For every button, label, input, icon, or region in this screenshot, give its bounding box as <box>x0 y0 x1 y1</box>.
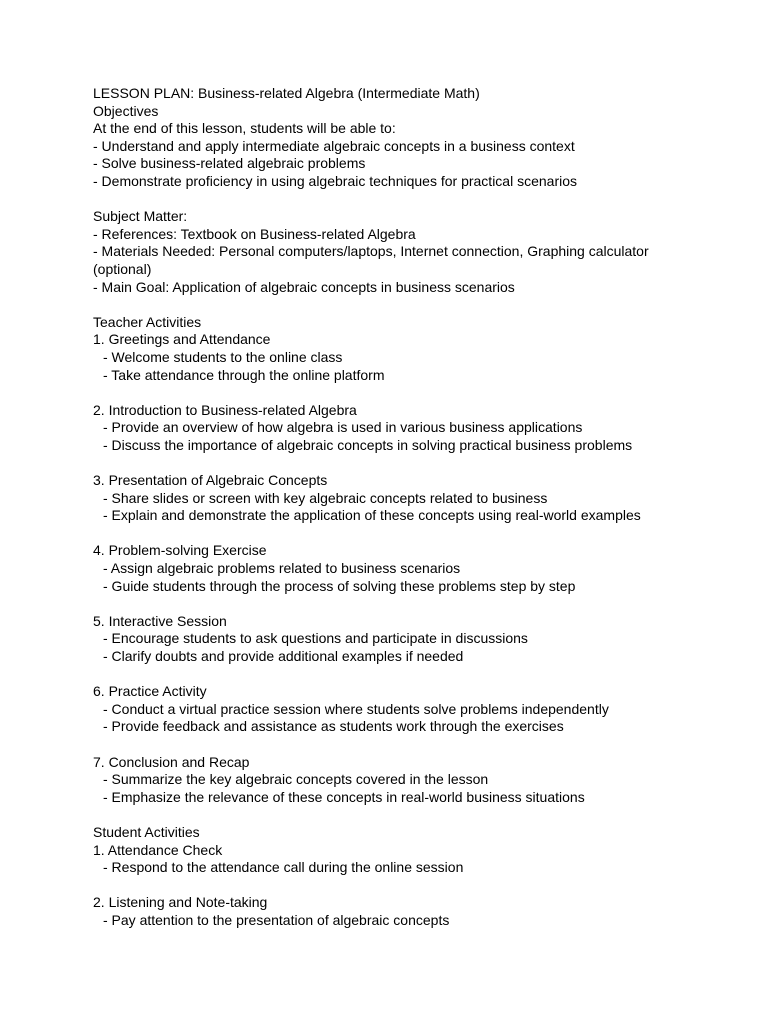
teacher-section-item: - Welcome students to the online class <box>103 348 343 365</box>
student-section-item: - Respond to the attendance call during the online session <box>103 859 464 876</box>
objective-item: - Demonstrate proficiency in using algebraic techniques for practical scenarios <box>93 172 578 189</box>
objective-item: - Understand and apply intermediate algebraic concepts in a business context <box>93 137 575 154</box>
spacer <box>93 296 693 314</box>
teacher-section-title: 5. Interactive Session <box>93 612 227 629</box>
teacher-section-title: 2. Introduction to Business-related Algebra <box>93 401 357 418</box>
teacher-section-title: 7. Conclusion and Recap <box>93 753 250 770</box>
teacher-section-item: - Discuss the importance of algebraic concepts in solving practical business problems <box>103 436 633 453</box>
document-title: LESSON PLAN: Business-related Algebra (Intermediate Math) <box>93 85 480 101</box>
objective-item: - Solve business-related algebraic problems <box>93 155 366 172</box>
teacher-section-title: 1. Greetings and Attendance <box>93 331 271 348</box>
subject-matter-heading: Subject Matter: <box>93 208 188 225</box>
teacher-section-item: - Clarify doubts and provide additional examples if needed <box>103 648 464 664</box>
teacher-section-item: - Encourage students to ask questions and participate in discussions <box>103 630 528 647</box>
student-section-title: 2. Listening and Note-taking <box>93 894 268 911</box>
teacher-activities-heading: Teacher Activities <box>93 313 202 330</box>
student-section-title: 1. Attendance Check <box>93 841 223 858</box>
document-page <box>93 85 693 930</box>
spacer <box>93 666 693 684</box>
spacer <box>93 384 693 402</box>
teacher-section-item: - Assign algebraic problems related to business scenarios <box>103 560 461 577</box>
objectives-intro: At the end of this lesson, students will be able to: <box>93 120 396 137</box>
teacher-section-title: 6. Practice Activity <box>93 683 207 700</box>
student-section-item: - Pay attention to the presentation of algebraic concepts <box>103 911 450 928</box>
teacher-section-item: - Conduct a virtual practice session where students solve problems independently <box>103 700 609 717</box>
teacher-section-item: - Take attendance through the online platform <box>103 366 385 383</box>
teacher-section-item: - Explain and demonstrate the application of these concepts using real-world examples <box>103 507 641 524</box>
spacer <box>93 877 693 895</box>
spacer <box>93 525 693 543</box>
subject-matter-references: - References: Textbook on Business-related Algebra <box>93 225 416 242</box>
teacher-section-item: - Provide feedback and assistance as students work through the exercises <box>103 718 564 735</box>
spacer <box>93 595 693 613</box>
teacher-section-title: 3. Presentation of Algebraic Concepts <box>93 472 328 489</box>
teacher-section-item: - Provide an overview of how algebra is used in various business applications <box>103 419 583 436</box>
subject-matter-materials: - Materials Needed: Personal computers/laptops, Internet connection, Graphing calculator <box>93 243 649 260</box>
spacer <box>93 191 693 209</box>
objectives-heading: Objectives <box>93 102 159 119</box>
teacher-section-title: 4. Problem-solving Exercise <box>93 542 267 559</box>
spacer <box>93 454 693 472</box>
student-activities-heading: Student Activities <box>93 823 200 840</box>
spacer <box>93 806 693 824</box>
teacher-section-item: - Share slides or screen with key algebraic concepts related to business <box>103 489 548 506</box>
subject-matter-main-goal: - Main Goal: Application of algebraic concepts in business scenarios <box>93 278 515 295</box>
spacer <box>93 736 693 754</box>
teacher-section-item: - Guide students through the process of solving these problems step by step <box>103 577 576 594</box>
subject-matter-materials-continued: (optional) <box>93 260 152 277</box>
teacher-section-item: - Summarize the key algebraic concepts covered in the lesson <box>103 771 489 788</box>
teacher-section-item: - Emphasize the relevance of these concepts in real-world business situations <box>103 788 585 805</box>
